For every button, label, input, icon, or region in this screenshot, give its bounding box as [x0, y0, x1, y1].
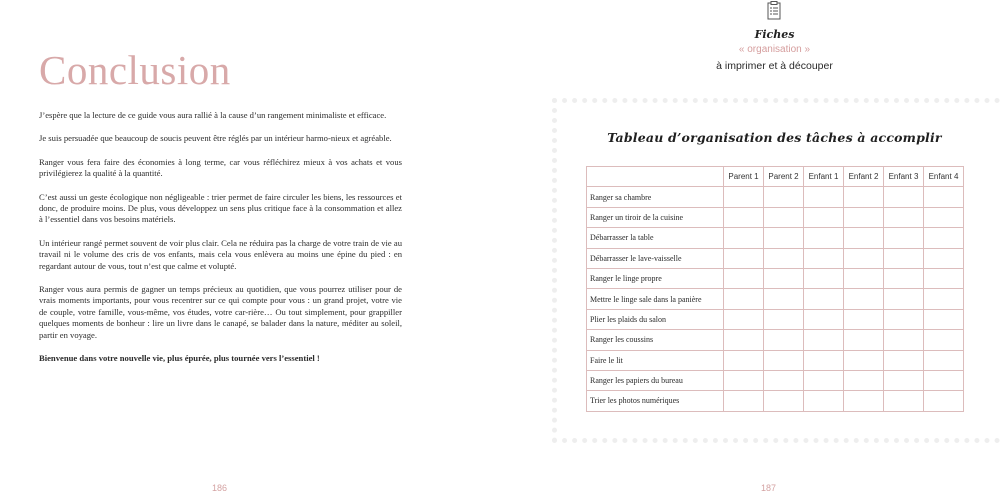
table-row: [587, 248, 964, 268]
checkbox-cell: [764, 289, 804, 309]
checkbox-cell: [764, 228, 804, 248]
table-row: [587, 268, 964, 288]
checkbox-cell: [884, 207, 924, 227]
checkbox-cell: [804, 187, 844, 207]
task-name-cell: Débarrasser la table: [587, 228, 724, 248]
task-name-cell: Ranger sa chambre: [587, 187, 724, 207]
task-name-cell: Trier les photos numériques: [587, 391, 724, 411]
checkbox-cell: [884, 248, 924, 268]
checkbox-cell: [844, 350, 884, 370]
closing-line: Bienvenue dans votre nouvelle vie, plus épurée, plus tournée vers l’essentiel !: [39, 353, 320, 364]
paragraph-2: Je suis persuadée que beaucoup de soucis peuvent être réglés par un intérieur harmo-nieux et agréable.: [39, 133, 392, 144]
table-corner-cell: [587, 167, 724, 187]
table-title: Tableau d’organisation des tâches à accomplir: [607, 130, 942, 145]
task-name-cell: Mettre le linge sale dans la panière: [587, 289, 724, 309]
checkbox-cell: [844, 370, 884, 390]
checkbox-cell: [844, 207, 884, 227]
checkbox-cell: [924, 309, 964, 329]
checkbox-cell: [764, 207, 804, 227]
checkbox-cell: [724, 309, 764, 329]
checkbox-cell: [724, 370, 764, 390]
checkbox-cell: [844, 309, 884, 329]
fiches-title: Fiches: [754, 28, 795, 41]
task-name-cell: Ranger le linge propre: [587, 268, 724, 288]
task-name-cell: Plier les plaids du salon: [587, 309, 724, 329]
checkbox-cell: [724, 207, 764, 227]
table-row: [587, 330, 964, 350]
task-name-cell: Ranger les papiers du bureau: [587, 370, 724, 390]
task-name-cell: Ranger les coussins: [587, 330, 724, 350]
page-number-right: 187: [761, 483, 777, 493]
conclusion-body: [39, 110, 402, 377]
table-row: [587, 370, 964, 390]
checkbox-cell: [764, 248, 804, 268]
checkbox-cell: [844, 187, 884, 207]
checkbox-cell: [764, 350, 804, 370]
checkbox-cell: [844, 268, 884, 288]
table-row: [587, 289, 964, 309]
column-header: Parent 2: [764, 167, 804, 187]
column-header: Enfant 4: [924, 167, 964, 187]
table-row: [587, 350, 964, 370]
checkbox-cell: [804, 330, 844, 350]
checkbox-cell: [804, 207, 844, 227]
task-name-cell: Ranger un tiroir de la cuisine: [587, 207, 724, 227]
checkbox-cell: [844, 228, 884, 248]
checkbox-cell: [804, 268, 844, 288]
checkbox-cell: [764, 309, 804, 329]
task-name-cell: Débarrasser le lave-vaisselle: [587, 248, 724, 268]
checkbox-cell: [764, 391, 804, 411]
checkbox-cell: [924, 289, 964, 309]
checkbox-cell: [724, 350, 764, 370]
checkbox-cell: [884, 350, 924, 370]
right-page: [500, 0, 1000, 499]
page-number-left: 186: [212, 483, 228, 493]
checkbox-cell: [924, 370, 964, 390]
column-header: Enfant 3: [884, 167, 924, 187]
checkbox-cell: [804, 309, 844, 329]
paragraph-5: Un intérieur rangé permet souvent de voir plus clair. Cela ne réduira pas la charge de votre train de vie au travail ni le volume des cris de vos enfants, mais cela vous enlèvera au moins une épine du pied : en regardant autour de vous, tout n’est que calme et volupté.: [39, 237, 402, 271]
column-header: Enfant 2: [844, 167, 884, 187]
checkbox-cell: [764, 370, 804, 390]
checkbox-cell: [924, 248, 964, 268]
checkbox-cell: [844, 248, 884, 268]
fiches-subtitle: « organisation »: [738, 44, 811, 55]
table-row: [587, 187, 964, 207]
column-header: Enfant 1: [804, 167, 844, 187]
checkbox-cell: [884, 370, 924, 390]
checkbox-cell: [924, 330, 964, 350]
checkbox-cell: [724, 248, 764, 268]
checkbox-cell: [884, 268, 924, 288]
column-header: Parent 1: [724, 167, 764, 187]
checkbox-cell: [884, 309, 924, 329]
checkbox-cell: [844, 330, 884, 350]
checkbox-cell: [724, 268, 764, 288]
fiches-subtitle-2: à imprimer et à découper: [716, 60, 833, 72]
checkbox-cell: [724, 228, 764, 248]
checkbox-cell: [924, 228, 964, 248]
checkbox-cell: [764, 187, 804, 207]
checkbox-cell: [804, 228, 844, 248]
checkbox-cell: [924, 268, 964, 288]
checkbox-cell: [924, 391, 964, 411]
table-row: [587, 391, 964, 411]
checkbox-cell: [804, 370, 844, 390]
checkbox-cell: [804, 248, 844, 268]
checkbox-cell: [804, 289, 844, 309]
table-header-row: [587, 167, 964, 187]
checkbox-cell: [724, 289, 764, 309]
task-name-cell: Faire le lit: [587, 350, 724, 370]
checkbox-cell: [724, 391, 764, 411]
table-row: [587, 309, 964, 329]
checkbox-cell: [924, 350, 964, 370]
page-title: Conclusion: [39, 47, 231, 93]
table-row: [587, 228, 964, 248]
checkbox-cell: [764, 268, 804, 288]
table-row: [587, 207, 964, 227]
paragraph-4: C’est aussi un geste écologique non négligeable : trier permet de faire circuler les biens, les ressources et donc, de produire moins. De plus, vous développez un sens plus critique face à la consommation et allez à l’essentiel dans vos besoins matériels.: [39, 191, 402, 225]
paragraph-6: Ranger vous aura permis de gagner un temps précieux au quotidien, que vous pourrez utiliser pour de vrais moments importants, pour vous recentrer sur ce qui compte pour vous : un grand projet, votre vie de couple, votre famille, vous-même, vos études, votre car-rière… Ou tout simplement, pour grappiller quelques moments de bonheur : lire un livre dans le canapé, se balader dans la nature, méditer au soleil, partir en voyage.: [39, 284, 402, 340]
checkbox-cell: [884, 391, 924, 411]
checkbox-cell: [884, 187, 924, 207]
paragraph-1: J’espère que la lecture de ce guide vous aura rallié à la cause d’un rangement minimaliste et efficace.: [39, 110, 387, 120]
checkbox-cell: [884, 228, 924, 248]
checkbox-cell: [724, 330, 764, 350]
checkbox-cell: [884, 330, 924, 350]
checkbox-cell: [924, 187, 964, 207]
checkbox-cell: [844, 289, 884, 309]
task-table: [586, 166, 964, 412]
checkbox-cell: [924, 207, 964, 227]
checkbox-cell: [884, 289, 924, 309]
checkbox-cell: [804, 391, 844, 411]
paragraph-3: Ranger vous fera faire des économies à long terme, car vous réfléchirez mieux à vos achats et vous privilégierez la qualité à la quantité.: [39, 156, 402, 179]
checkbox-cell: [844, 391, 884, 411]
checkbox-cell: [764, 330, 804, 350]
checklist-icon: [766, 1, 782, 21]
checkbox-cell: [804, 350, 844, 370]
checkbox-cell: [724, 187, 764, 207]
